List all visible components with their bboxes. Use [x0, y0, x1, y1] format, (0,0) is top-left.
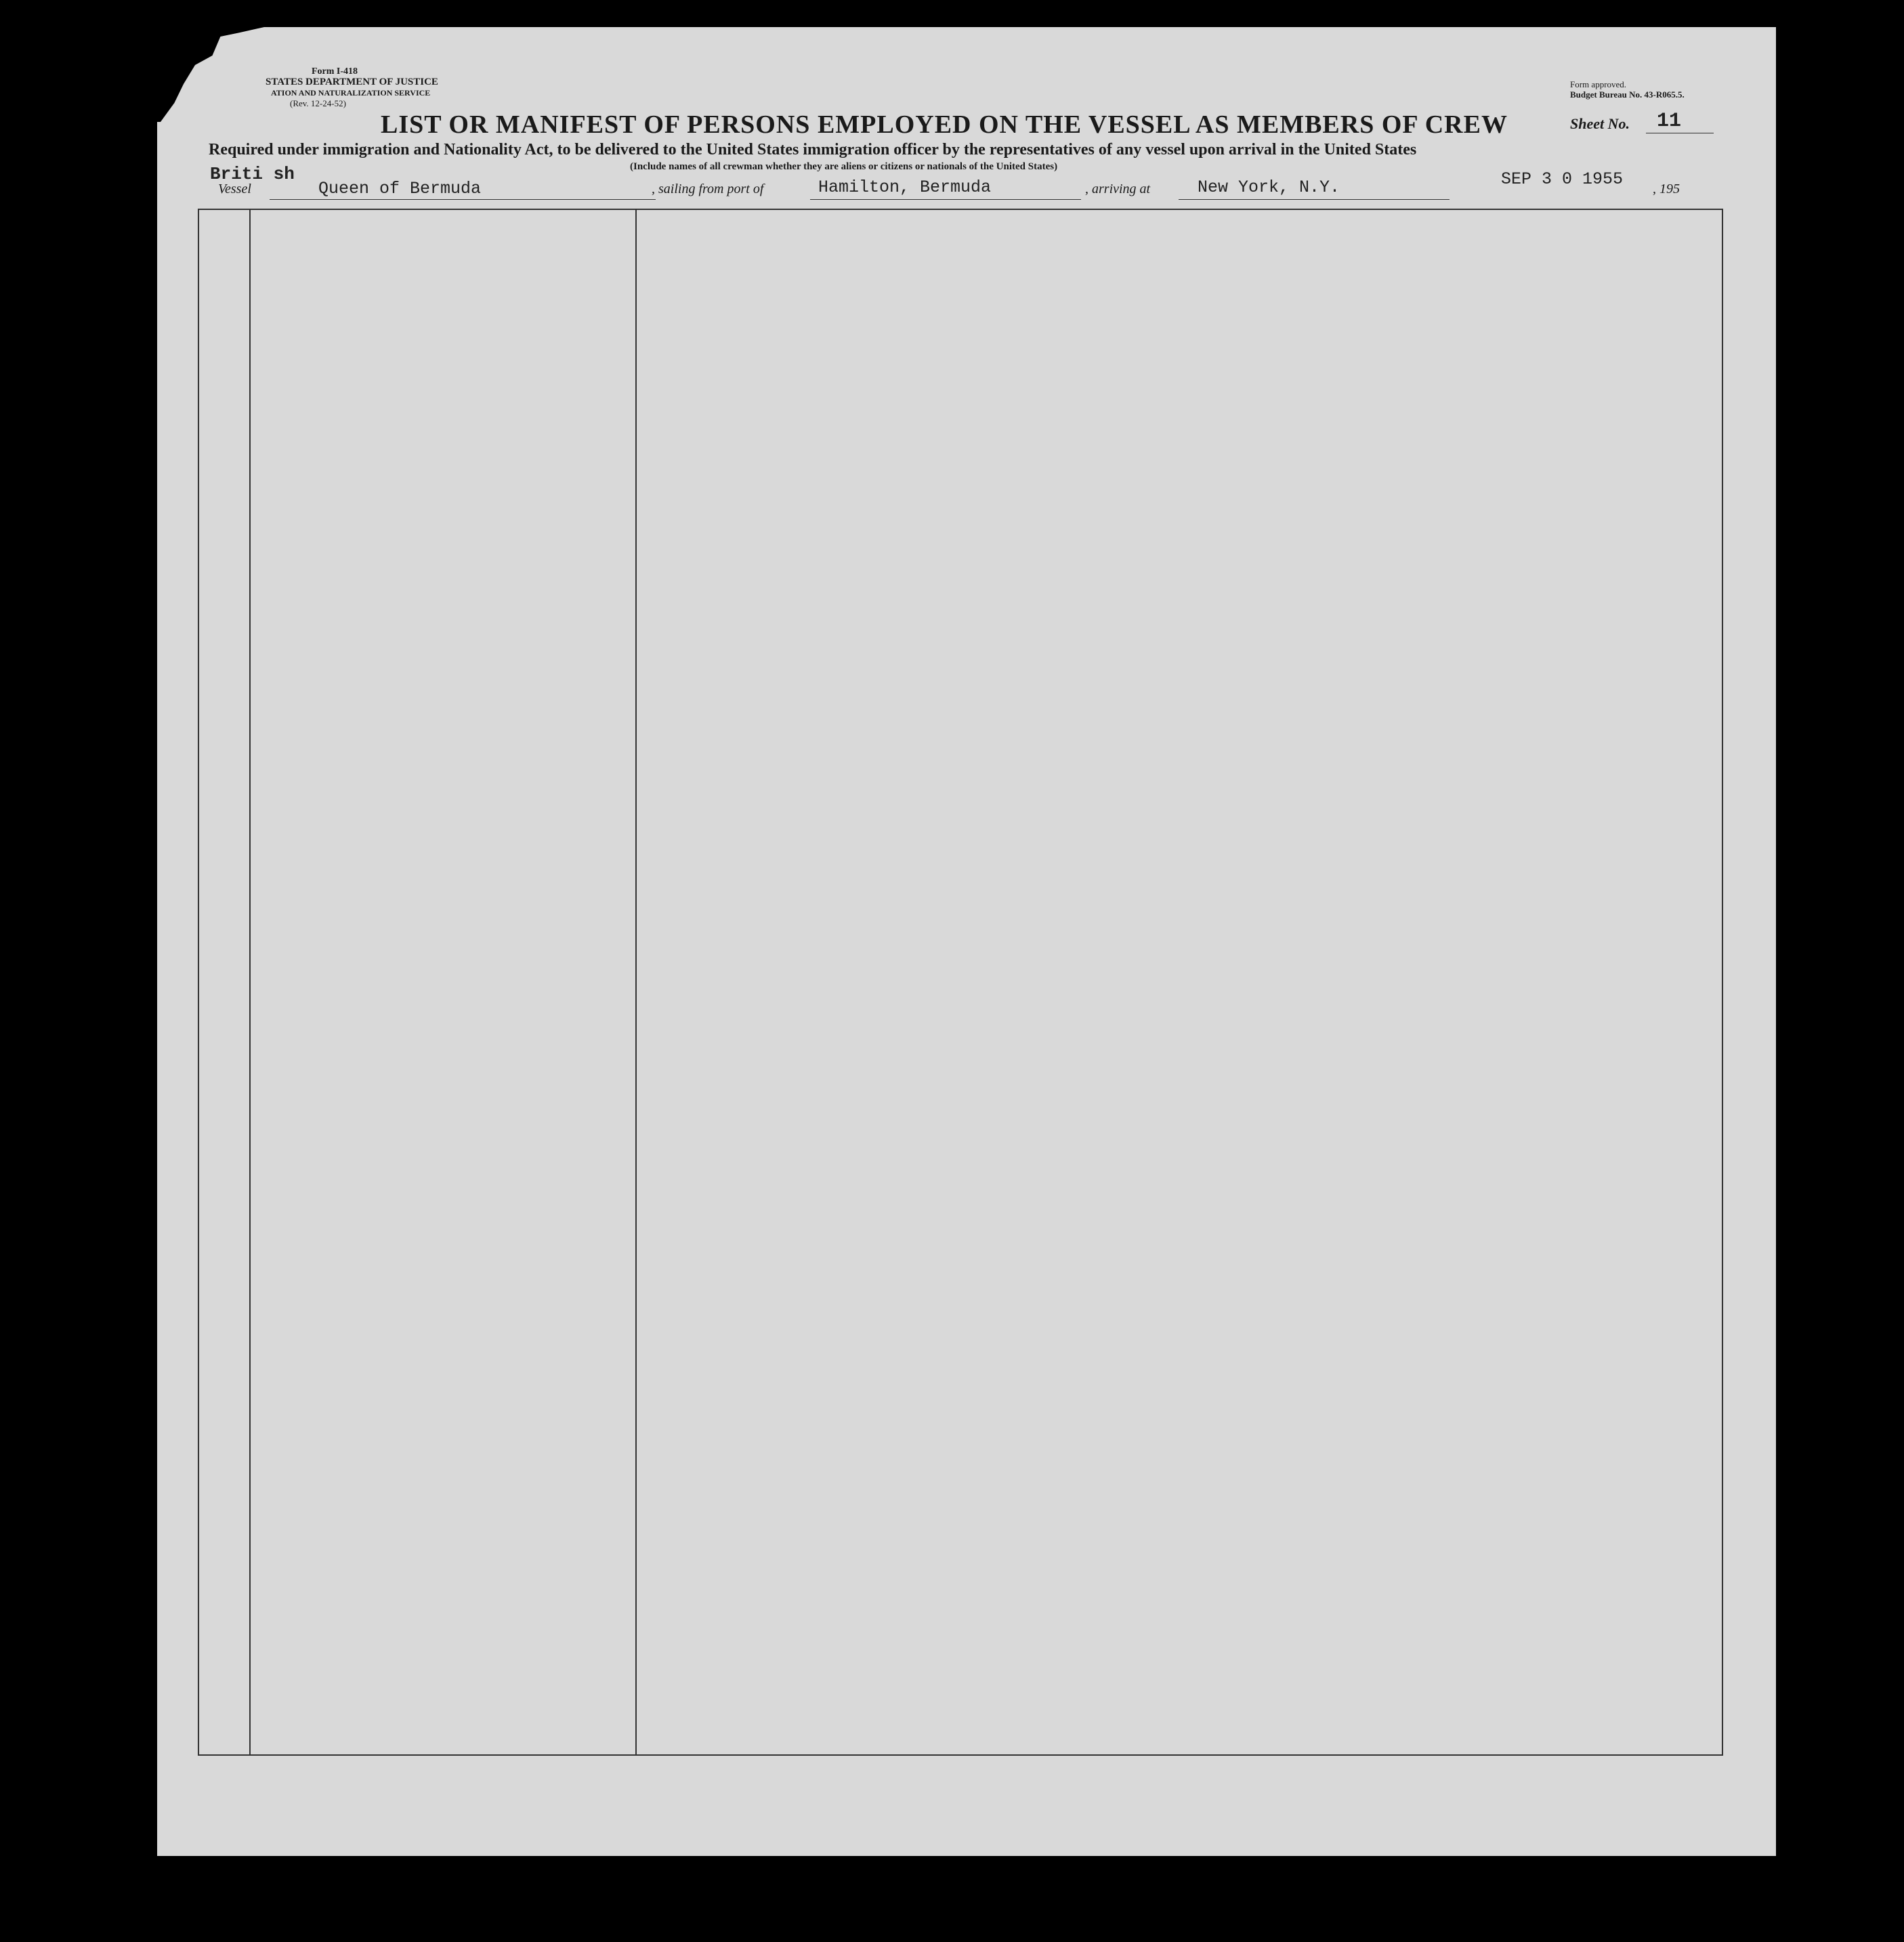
- col-divider: [635, 210, 637, 1754]
- subnote: (Include names of all crewman whether they are aliens or citizens or nationals of the United States): [630, 161, 1058, 172]
- subtitle: Required under immigration and Nationality Act, to be delivered to the United States immigration officer by the representatives of any vessel upon arrival in the United States: [209, 141, 1417, 159]
- department: STATES DEPARTMENT OF JUSTICE: [266, 77, 438, 87]
- service: ATION AND NATURALIZATION SERVICE: [271, 88, 431, 98]
- vessel-name: Queen of Bermuda: [318, 179, 482, 198]
- sheet-number: 11: [1657, 110, 1682, 133]
- budget-bureau: Budget Bureau No. 43-R065.5.: [1570, 89, 1685, 100]
- sailing-port: Hamilton, Bermuda: [818, 177, 992, 197]
- nationality: Briti sh: [210, 164, 295, 184]
- vessel-label: Vessel: [218, 182, 251, 196]
- crew-table: [198, 209, 1723, 1756]
- arriving-port: New York, N.Y.: [1198, 177, 1340, 197]
- arrival-date-stamp: SEP 3 0 1955: [1501, 169, 1624, 189]
- year-suffix: , 195: [1653, 182, 1680, 196]
- vessel-rule: [270, 199, 656, 200]
- form-number: Form I-418: [312, 66, 358, 77]
- revision: (Rev. 12-24-52): [290, 98, 346, 108]
- arriving-label: , arriving at: [1085, 182, 1151, 196]
- page-title: LIST OR MANIFEST OF PERSONS EMPLOYED ON THE VESSEL AS MEMBERS OF CREW: [381, 110, 1508, 139]
- arriving-rule: [1179, 199, 1450, 200]
- sailing-label: , sailing from port of: [652, 182, 764, 196]
- col-divider: [249, 210, 251, 1754]
- form-approved: Form approved.: [1570, 79, 1627, 89]
- sheet-label: Sheet No.: [1570, 115, 1630, 132]
- sailing-rule: [810, 199, 1081, 200]
